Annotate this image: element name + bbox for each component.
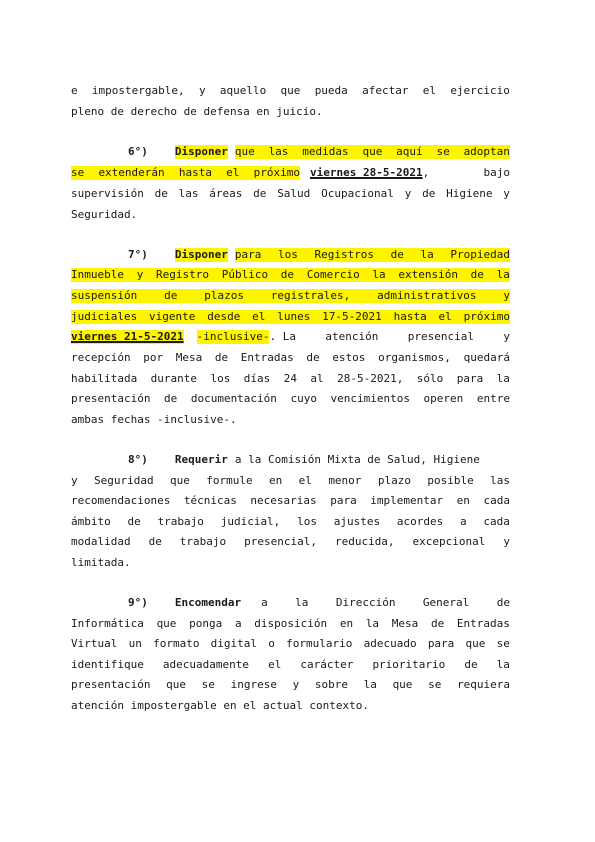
word: la [420, 248, 434, 261]
word: a [460, 515, 467, 528]
word: Salud [277, 187, 311, 200]
word: los [210, 372, 231, 385]
word: reducida, [334, 535, 395, 548]
word: de [390, 248, 404, 261]
p6-verb: Disponer [174, 145, 228, 158]
p8-line-1-rest: a la Comisión Mixta de Salud, Higiene [234, 453, 480, 466]
word: los [297, 515, 317, 528]
p7-inclusive: -inclusive- [196, 330, 270, 343]
word: Mesa [391, 617, 419, 630]
word: para [330, 494, 357, 507]
word: de [422, 187, 436, 200]
word: impostergable, [91, 84, 185, 97]
p7-line-2 [71, 268, 510, 282]
word: quedará [463, 351, 510, 364]
p6-line-1 [71, 145, 510, 159]
word: en [269, 474, 283, 487]
word: de [148, 535, 162, 548]
word: que [166, 678, 187, 691]
word: extensión [398, 268, 458, 281]
word: de [464, 658, 478, 671]
word: organismos, [378, 351, 451, 364]
word: al [310, 372, 324, 385]
word: judiciales [71, 310, 138, 323]
word: que [280, 84, 301, 97]
p8-line-2 [71, 474, 510, 488]
p8-line-5 [71, 535, 510, 549]
word: plazo [377, 474, 411, 487]
word: pueda [314, 84, 348, 97]
word: Público [221, 268, 269, 281]
word: . La [269, 330, 296, 343]
p8-verb: Requerir [174, 453, 228, 466]
word: de [430, 617, 445, 630]
p7-line-9: ambas fechas -inclusive-. [71, 413, 237, 426]
word: plazos [204, 289, 244, 302]
p7-line-8 [71, 392, 510, 406]
word: modalidad [71, 535, 131, 548]
word: acordes [396, 515, 444, 528]
word: para [456, 372, 484, 385]
p6-date-comma: , [422, 166, 430, 179]
p8-line-3 [71, 494, 510, 508]
word: General [422, 596, 470, 609]
word: ámbito [71, 515, 111, 528]
word: el [226, 166, 240, 179]
word: lunes [277, 310, 311, 323]
p6-line-4: Seguridad. [71, 208, 138, 221]
p6-line-2-post [429, 166, 510, 180]
word: y [198, 84, 206, 97]
word: se [201, 678, 215, 691]
word: Dirección [335, 596, 396, 609]
p7-line-1 [71, 248, 510, 262]
word: y [404, 187, 412, 200]
word: suspensión [71, 289, 138, 302]
p7-line-7 [71, 372, 510, 386]
word: que [465, 637, 486, 650]
word: que [156, 617, 177, 630]
p6-line-3 [71, 187, 510, 201]
word: que [234, 145, 255, 158]
word: adoptan [463, 145, 510, 158]
p7-line-3 [71, 289, 510, 303]
word: atención [325, 330, 379, 343]
word: Comercio [306, 268, 360, 281]
word: trabajo [179, 535, 227, 548]
word: disposición [254, 617, 328, 630]
word: para [427, 637, 455, 650]
word: cuyo [290, 392, 317, 405]
word: recepción [71, 351, 131, 364]
word: 24 [283, 372, 297, 385]
word: adecuadamente [162, 658, 250, 671]
word: afectar [362, 84, 409, 97]
word: identifique [71, 658, 144, 671]
word: carácter [300, 658, 354, 671]
word: formato [153, 637, 200, 650]
word: adecuado [363, 637, 417, 650]
word: trabajo [157, 515, 204, 528]
p9-line-2 [71, 617, 510, 631]
word: las [490, 474, 510, 487]
word: judicial, [220, 515, 281, 528]
p9-line-4 [71, 658, 510, 672]
p7-line-6 [71, 351, 510, 365]
word: necesarias [250, 494, 317, 507]
word: requiera [457, 678, 510, 691]
p6-date: viernes 28-5-2021 [310, 166, 423, 179]
word: durante [150, 372, 198, 385]
word: el [438, 310, 452, 323]
word: e [71, 84, 78, 97]
word: y [136, 268, 144, 281]
word: Propiedad [450, 248, 510, 261]
word: sólo [416, 372, 444, 385]
word: extenderán [98, 166, 165, 179]
p6-line-2-pre [71, 166, 300, 180]
word: la [496, 372, 510, 385]
word: Mesa [175, 351, 203, 364]
p6-line-1-rest [235, 145, 510, 159]
word: que [170, 474, 190, 487]
word: un [128, 637, 142, 650]
p9-line-6: atención impostergable en el actual contexto. [71, 699, 370, 712]
word: operen [423, 392, 464, 405]
word: cada [483, 494, 510, 507]
word: de [127, 515, 141, 528]
word: por [143, 351, 164, 364]
p8-line-4 [71, 515, 510, 529]
word: el [252, 310, 266, 323]
word: la [295, 596, 309, 609]
word: la [372, 268, 386, 281]
word: y [503, 330, 510, 343]
word: el [268, 658, 282, 671]
word: el [422, 84, 437, 97]
word: excepcional [412, 535, 486, 548]
p7-line-4 [71, 310, 510, 324]
word: ponga [189, 617, 223, 630]
word: Ocupacional [321, 187, 394, 200]
word: hasta [393, 310, 427, 323]
word: Entradas [240, 351, 294, 364]
word: presencial [407, 330, 474, 343]
word: de [164, 392, 178, 405]
word: el [298, 474, 312, 487]
word: Higiene [446, 187, 493, 200]
word: Seguridad [94, 474, 154, 487]
p5-line-2: pleno de derecho de defensa en juicio. [71, 105, 323, 118]
p7-number: 7°) [128, 248, 148, 261]
word: y [292, 678, 300, 691]
word: la [363, 678, 377, 691]
word: en [456, 494, 470, 507]
word: 28-5-2021, [337, 372, 404, 385]
word: posible [427, 474, 474, 487]
p7-line-5-rest [269, 330, 510, 344]
word: presencial, [244, 535, 317, 548]
word: Registro [156, 268, 209, 281]
word: la [496, 658, 510, 671]
word: aquello [219, 84, 267, 97]
word: de [280, 268, 295, 281]
word: aquí [396, 145, 423, 158]
word: de [470, 268, 484, 281]
word: días [243, 372, 271, 385]
word: hasta [178, 166, 212, 179]
word: formule [206, 474, 253, 487]
word: desde [207, 310, 241, 323]
word: bajo [483, 166, 510, 179]
word: formulario [286, 637, 353, 650]
word: vencimientos [330, 392, 410, 405]
word: a [261, 596, 268, 609]
p9-number: 9°) [128, 596, 148, 609]
word: entre [476, 392, 510, 405]
word: próximo [463, 310, 510, 323]
p7-date: viernes 21-5-2021 [71, 330, 184, 343]
word: técnicas [183, 494, 237, 507]
word: las [178, 187, 199, 200]
word: ajustes [333, 515, 381, 528]
p9-verb: Encomendar [174, 596, 242, 609]
word: de [214, 351, 229, 364]
word: próximo [253, 166, 300, 179]
word: se [496, 637, 510, 650]
word: menor [328, 474, 362, 487]
word: Informática [71, 617, 144, 630]
p9-line-3 [71, 637, 510, 651]
word: y [503, 187, 510, 200]
word: vigente [149, 310, 196, 323]
word: se [436, 145, 450, 158]
word: se [71, 166, 85, 179]
word: ingrese [230, 678, 277, 691]
p7-verb: Disponer [174, 248, 228, 261]
word: la [365, 617, 380, 630]
word: y [503, 535, 510, 548]
word: Virtual [71, 637, 118, 650]
word: las [268, 145, 289, 158]
word: medidas [302, 145, 349, 158]
word: prioritario [372, 658, 446, 671]
word: supervisión [71, 187, 144, 200]
word: Inmueble [71, 268, 124, 281]
word: la [496, 268, 510, 281]
word: cada [483, 515, 510, 528]
word: que [392, 678, 413, 691]
word: presentación [71, 392, 151, 405]
p6-line-2 [71, 166, 510, 180]
p8-line-1 [71, 453, 510, 467]
word: digital [210, 637, 258, 650]
p8-line-6: limitada. [71, 556, 131, 569]
p9-line-5 [71, 678, 510, 692]
word: y [503, 289, 510, 302]
word: presentación [71, 678, 151, 691]
word: en [339, 617, 354, 630]
word: habilitada [71, 372, 138, 385]
word: a [234, 617, 242, 630]
word: estos [332, 351, 366, 364]
word: de [306, 351, 320, 364]
word: los [277, 248, 298, 261]
word: administrativos [377, 289, 477, 302]
word: 17-5-2021 [322, 310, 382, 323]
word: ejercicio [450, 84, 510, 97]
word: de [154, 187, 168, 200]
word: registrales, [270, 289, 351, 302]
word: que [362, 145, 383, 158]
word: sobre [314, 678, 348, 691]
word: de [164, 289, 178, 302]
word: Registros [314, 248, 375, 261]
p9-line-1 [71, 596, 510, 610]
word: se [428, 678, 442, 691]
p5-line-1 [71, 84, 510, 98]
p6-number: 6°) [128, 145, 148, 158]
p7-line-5 [71, 330, 510, 344]
word: para [234, 248, 262, 261]
word: y [71, 474, 78, 487]
word: de [496, 596, 510, 609]
word: áreas [209, 187, 243, 200]
word: implementar [370, 494, 444, 507]
word: documentación [190, 392, 277, 405]
p8-number: 8°) [128, 453, 148, 466]
word: o [268, 637, 275, 650]
p7-line-1-rest [235, 248, 510, 262]
word: recomendaciones [71, 494, 171, 507]
p9-line-1-rest [261, 596, 510, 610]
word: de [253, 187, 267, 200]
word: Entradas [456, 617, 510, 630]
